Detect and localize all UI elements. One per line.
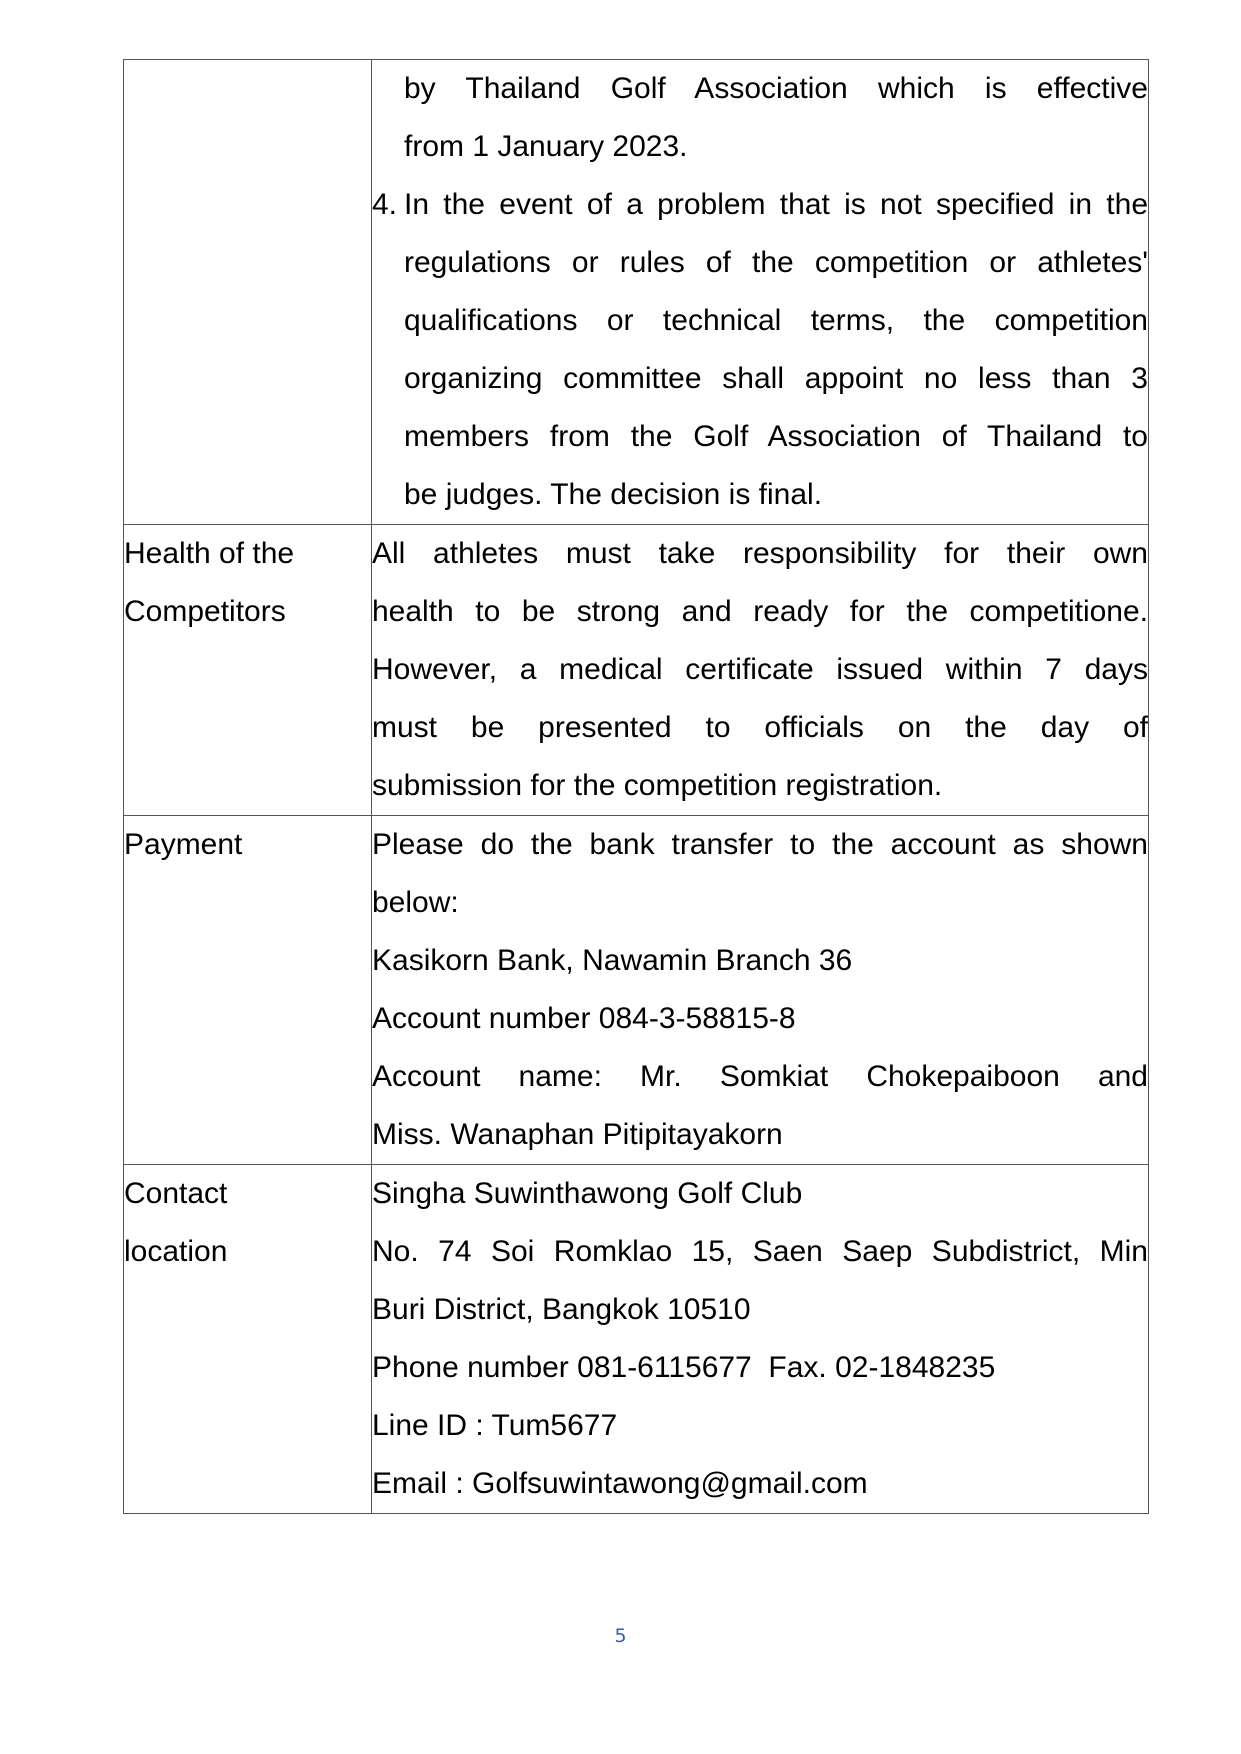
- health-line: submission for the competition registration.: [372, 769, 943, 802]
- health-line: health to be strong and ready for the competitione.: [372, 595, 1148, 628]
- rule-item-line: In the event of a problem that is not specified in the: [404, 188, 1148, 221]
- contact-label-line: location: [124, 1235, 228, 1268]
- rules-continued-content: [372, 60, 1149, 525]
- account-name-cont: Miss. Wanaphan Pitipitayakorn: [372, 1118, 783, 1151]
- club-name: Singha Suwinthawong Golf Club: [372, 1177, 803, 1210]
- contact-content: [372, 1165, 1149, 1514]
- address-line: No. 74 Soi Romklao 15, Saen Saep Subdistrict, Min: [372, 1235, 1148, 1268]
- table-row-payment: [124, 816, 1149, 1165]
- table-row-health: [124, 525, 1149, 816]
- payment-line: below:: [372, 886, 459, 919]
- health-label-line: Health of the: [124, 537, 295, 570]
- line-id: Line ID : Tum5677: [372, 1409, 618, 1442]
- payment-content: [372, 816, 1149, 1165]
- table-row-rules-continued: [124, 60, 1149, 525]
- rule-item-line: be judges. The decision is final.: [404, 478, 823, 511]
- rule-item-line: regulations or rules of the competition or athletes': [404, 246, 1148, 279]
- rule-item-4: [372, 176, 1148, 524]
- rule-item-number: 4.: [372, 188, 398, 221]
- health-content: [372, 525, 1149, 816]
- payment-label: [124, 816, 372, 1165]
- health-line: must be presented to officials on the day of: [372, 711, 1148, 744]
- rule-item-line: members from the Golf Association of Thailand to: [404, 420, 1148, 453]
- account-number: Account number 084-3-58815-8: [372, 1002, 796, 1035]
- rules-continued-line: from 1 January 2023.: [404, 130, 688, 163]
- email: Email : Golfsuwintawong@gmail.com: [372, 1467, 868, 1500]
- table-row-contact: [124, 1165, 1149, 1514]
- rules-continued-line: by Thailand Golf Association which is effective: [404, 72, 1148, 105]
- payment-line: Please do the bank transfer to the account as shown: [372, 828, 1148, 861]
- contact-label-line: Contact: [124, 1177, 228, 1210]
- health-label-line: Competitors: [124, 595, 286, 628]
- contact-label: [124, 1165, 372, 1514]
- health-label: [124, 525, 372, 816]
- phone-fax: Phone number 081-6115677 Fax. 02-1848235: [372, 1351, 996, 1384]
- row-label-empty: [124, 60, 372, 525]
- bank-name: Kasikorn Bank, Nawamin Branch 36: [372, 944, 853, 977]
- health-line: All athletes must take responsibility for their own: [372, 537, 1148, 570]
- regulations-table: [123, 59, 1149, 1514]
- address-line: Buri District, Bangkok 10510: [372, 1293, 751, 1326]
- account-name: Account name: Mr. Somkiat Chokepaiboon and: [372, 1060, 1148, 1093]
- health-line: However, a medical certificate issued within 7 days: [372, 653, 1148, 686]
- payment-label-line: Payment: [124, 828, 243, 861]
- page-number: 5: [614, 1625, 627, 1647]
- rule-item-line: organizing committee shall appoint no less than 3: [404, 362, 1148, 395]
- rule-item-line: qualifications or technical terms, the competition: [404, 304, 1148, 337]
